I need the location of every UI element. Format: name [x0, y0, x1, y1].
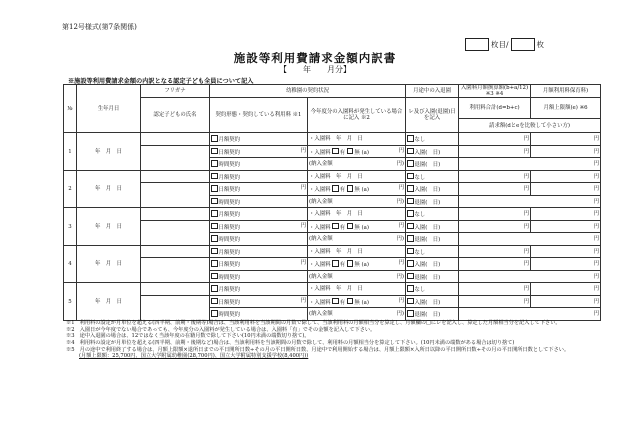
contract-hourly	[210, 308, 308, 321]
exists-label: 有	[339, 187, 346, 194]
daily-checkbox[interactable]	[211, 298, 218, 305]
col-fee-total: 利用料合計(d=b+c)	[459, 98, 531, 119]
yen-unit: 円	[523, 186, 530, 193]
billing-cell[interactable]	[459, 195, 601, 208]
col-child-name: 認定子どもの氏名	[141, 98, 210, 133]
child-name-cell[interactable]	[141, 220, 210, 245]
col-mid-entry: 月途中の入退園	[406, 85, 459, 98]
enroll-fee-date[interactable]	[308, 283, 406, 296]
none-label: なし	[414, 212, 426, 219]
hourly-checkbox[interactable]	[211, 235, 218, 242]
yen-unit: 円	[593, 286, 600, 293]
monthly-checkbox[interactable]	[211, 173, 218, 180]
none-checkbox[interactable]	[407, 173, 414, 180]
paid-label: (納入金額	[309, 198, 333, 205]
none-label: なし	[414, 287, 426, 294]
enroll-fee-date-label: ・入園料 年 月 日	[309, 248, 363, 255]
col-kindergarten-status: 幼稚園の契約状況	[210, 85, 406, 98]
fee-total-cell[interactable]	[459, 145, 531, 158]
hourly-label: 時間契約	[218, 237, 241, 244]
enroll-fee-paid[interactable]	[308, 233, 406, 246]
birthdate-cell[interactable]: 年 月 日	[77, 170, 141, 208]
billing-cell[interactable]	[459, 158, 601, 171]
col-birthdate: 生年月日	[77, 85, 141, 133]
yen-unit: 円	[398, 260, 405, 267]
enroll-fee-date-label: ・入園料 年 月 日	[309, 173, 363, 180]
paren-a-label: (a)	[361, 299, 369, 306]
none-fee-label: 無	[354, 149, 360, 156]
mid-entry-exit	[406, 158, 459, 171]
paid-close: 円)	[396, 161, 405, 168]
none-fee-checkbox[interactable]	[347, 260, 354, 267]
billing-table	[63, 84, 601, 321]
exists-label: 有	[339, 299, 346, 306]
furigana-cell[interactable]	[141, 245, 210, 258]
mid-entry-exit	[406, 270, 459, 283]
yen-unit: 円	[523, 173, 530, 180]
yen-unit: 円	[593, 298, 600, 305]
mid-entry-enter	[406, 258, 459, 271]
mid-entry-enter	[406, 183, 459, 196]
paren-a-label: (a)	[361, 187, 369, 194]
yen-unit: 円	[398, 185, 405, 192]
mid-entry-exit	[406, 233, 459, 246]
enter-label: 入園( 日)	[414, 187, 441, 194]
yen-unit: 円	[523, 261, 530, 268]
yen-unit: 円	[593, 148, 600, 155]
table-row	[64, 283, 601, 296]
enter-checkbox[interactable]	[407, 185, 414, 192]
yen-unit: 円	[398, 222, 405, 229]
cap-limit-cell[interactable]	[531, 258, 601, 271]
exit-checkbox[interactable]	[407, 310, 414, 317]
mid-entry-enter	[406, 295, 459, 308]
exists-checkbox[interactable]	[332, 185, 339, 192]
enroll-fee-paid[interactable]	[308, 195, 406, 208]
monthly-label: 月額契約	[218, 249, 241, 256]
yen-unit: 円	[593, 261, 600, 268]
yen-unit: 円	[300, 222, 306, 229]
exit-checkbox[interactable]	[407, 235, 414, 242]
paren-a-label: (a)	[361, 262, 369, 269]
exists-label: 有	[339, 149, 346, 156]
none-fee-checkbox[interactable]	[347, 298, 354, 305]
none-label: なし	[414, 174, 426, 181]
mid-entry-exit	[406, 195, 459, 208]
exit-checkbox[interactable]	[407, 198, 414, 205]
yen-unit: 円	[523, 211, 530, 218]
fee-monthly-cell[interactable]	[459, 245, 531, 258]
furigana-cell[interactable]	[141, 170, 210, 183]
yen-unit: 円	[523, 136, 530, 143]
row-number: 3	[64, 208, 77, 246]
mid-entry-none	[406, 245, 459, 258]
sheet-suffix: 枚	[536, 40, 544, 49]
yen-unit: 円	[593, 248, 600, 255]
paid-label: (納入金額	[309, 161, 333, 168]
daily-checkbox[interactable]	[211, 148, 218, 155]
yen-unit: 円	[300, 297, 306, 304]
yen-unit: 円	[593, 273, 600, 280]
footnotes	[66, 320, 601, 360]
furigana-cell[interactable]	[141, 208, 210, 221]
enroll-exists-label: ・入園料	[309, 149, 331, 156]
mid-entry-none	[406, 283, 459, 296]
col-no: №	[64, 85, 77, 133]
yen-unit: 円	[523, 148, 530, 155]
child-name-cell[interactable]	[141, 258, 210, 283]
table-subtitle: ※施設等利用費請求金額の内訳となる認定子ども全員について記入	[68, 78, 254, 85]
table-row	[64, 295, 601, 308]
contract-daily	[210, 145, 308, 158]
child-name-cell[interactable]	[141, 145, 210, 170]
paid-label: (納入金額	[309, 311, 333, 318]
yen-unit: 円	[593, 236, 600, 243]
paren-a-label: (a)	[361, 224, 369, 231]
contract-monthly	[210, 283, 308, 296]
enroll-fee-date[interactable]	[308, 170, 406, 183]
daily-checkbox[interactable]	[211, 260, 218, 267]
yen-unit: 円	[523, 298, 530, 305]
yen-unit: 円	[523, 223, 530, 230]
paid-label: (納入金額	[309, 273, 333, 280]
table-row	[64, 170, 601, 183]
exists-checkbox[interactable]	[332, 260, 339, 267]
yen-unit: 円	[300, 147, 306, 154]
enroll-fee-paid[interactable]	[308, 158, 406, 171]
enroll-fee-exists	[308, 295, 406, 308]
table-row	[64, 258, 601, 271]
cap-limit-cell[interactable]	[531, 220, 601, 233]
daily-checkbox[interactable]	[211, 223, 218, 230]
hourly-checkbox[interactable]	[211, 310, 218, 317]
yen-unit: 円	[398, 147, 405, 154]
paid-label: (納入金額	[309, 236, 333, 243]
row-number: 1	[64, 133, 77, 171]
footnote: ※3 途中入退園の場合は、12ではなく当該年度の在籍月数で除して下さい(10円未満の端数切り捨て)。	[66, 333, 310, 340]
none-label: なし	[414, 137, 426, 144]
yen-unit: 円	[593, 173, 600, 180]
furigana-cell[interactable]	[141, 283, 210, 296]
table-row	[64, 183, 601, 196]
exists-label: 有	[339, 224, 346, 231]
exists-checkbox[interactable]	[332, 148, 339, 155]
birthdate-cell[interactable]: 年 月 日	[77, 133, 141, 171]
billing-cell[interactable]	[459, 308, 601, 321]
fee-monthly-cell[interactable]	[459, 170, 531, 183]
enroll-fee-exists	[308, 220, 406, 233]
enter-checkbox[interactable]	[407, 223, 414, 230]
contract-hourly	[210, 270, 308, 283]
monthly-label: 月額契約	[218, 212, 241, 219]
exists-label: 有	[339, 262, 346, 269]
birthdate-cell[interactable]: 年 月 日	[77, 283, 141, 321]
child-name-cell[interactable]	[141, 183, 210, 208]
exit-checkbox[interactable]	[407, 160, 414, 167]
yen-unit: 円	[300, 185, 306, 192]
contract-monthly	[210, 133, 308, 146]
daily-label: 日額契約	[218, 149, 241, 156]
enroll-exists-label: ・入園料	[309, 299, 331, 306]
monthly-checkbox[interactable]	[211, 210, 218, 217]
col-billing: 請求額(dとeを比較して小さい方)	[459, 119, 601, 133]
paid-close: 円)	[396, 311, 405, 318]
fee-total-cell[interactable]	[459, 295, 531, 308]
cap-limit-cell[interactable]	[531, 295, 601, 308]
enroll-fee-exists	[308, 183, 406, 196]
yen-unit: 円	[523, 248, 530, 255]
table-row	[64, 133, 601, 146]
exit-label: 退園( 日)	[414, 312, 441, 319]
billing-cell[interactable]	[459, 233, 601, 246]
form-id: 第12号様式(第7条関係)	[62, 23, 137, 31]
row-number: 5	[64, 283, 77, 321]
page-title: 施設等利用費請求金額内訳書	[233, 51, 397, 65]
enroll-fee-paid[interactable]	[308, 270, 406, 283]
cap-fee-cell[interactable]	[531, 170, 601, 183]
enter-checkbox[interactable]	[407, 298, 414, 305]
exit-label: 退園( 日)	[414, 199, 441, 206]
enroll-fee-date-label: ・入園料 年 月 日	[309, 211, 363, 218]
cap-limit-cell[interactable]	[531, 183, 601, 196]
fee-monthly-cell[interactable]	[459, 208, 531, 221]
col-fee-monthly: 入園料月額換算額(b+a/12) ※3 ※4	[459, 85, 531, 98]
monthly-checkbox[interactable]	[211, 248, 218, 255]
none-checkbox[interactable]	[407, 210, 414, 217]
col-furigana: フリガナ	[141, 85, 210, 98]
yen-unit: 円	[593, 136, 600, 143]
yen-unit: 円	[523, 286, 530, 293]
contract-hourly	[210, 158, 308, 171]
monthly-label: 月額契約	[218, 137, 241, 144]
enter-checkbox[interactable]	[407, 148, 414, 155]
table-row	[64, 220, 601, 233]
table-body	[64, 133, 601, 321]
birthdate-cell[interactable]: 年 月 日	[77, 245, 141, 283]
daily-label: 日額契約	[218, 224, 241, 231]
exit-label: 退園( 日)	[414, 162, 441, 169]
enter-label: 入園( 日)	[414, 224, 441, 231]
cap-fee-cell[interactable]	[531, 208, 601, 221]
sheet-label: 枚目/	[490, 40, 509, 49]
cap-fee-cell[interactable]	[531, 283, 601, 296]
contract-monthly	[210, 245, 308, 258]
col-enroll-fee: 今年度分の入園料が発生している場合に記入 ※2	[308, 98, 406, 133]
yen-unit: 円	[593, 198, 600, 205]
none-label: なし	[414, 249, 426, 256]
col-mid-entry-sub: レ及び入園(退園)日を記入	[406, 98, 459, 133]
furigana-cell[interactable]	[141, 133, 210, 146]
col-cap-limit: 月額上限額(e) ※6	[531, 98, 601, 119]
monthly-label: 月額契約	[218, 287, 241, 294]
enroll-fee-date[interactable]	[308, 245, 406, 258]
cap-limit-cell[interactable]	[531, 145, 601, 158]
exit-label: 退園( 日)	[414, 274, 441, 281]
footnote: (月額上限額：25,700円、国立大学附属幼稚園(28,700円)、国立大学附属特別支援学校(8,400円))	[79, 353, 309, 360]
hourly-label: 時間契約	[218, 199, 241, 206]
paid-close: 円)	[396, 198, 405, 205]
enroll-fee-date[interactable]	[308, 208, 406, 221]
footnote: ※2 入園日が今年度でない場合であっても、今年度分の入園料が発生している場合は、入園料「有」でその金額を記入して下さい。	[66, 326, 376, 333]
enter-label: 入園( 日)	[414, 299, 441, 306]
daily-label: 日額契約	[218, 262, 241, 269]
monthly-checkbox[interactable]	[211, 285, 218, 292]
none-fee-label: 無	[354, 299, 360, 306]
none-checkbox[interactable]	[407, 285, 414, 292]
none-fee-label: 無	[354, 224, 360, 231]
mid-entry-enter	[406, 145, 459, 158]
enroll-fee-date-label: ・入園料 年 月 日	[309, 286, 363, 293]
mid-entry-none	[406, 133, 459, 146]
enroll-fee-date[interactable]	[308, 133, 406, 146]
hourly-label: 時間契約	[218, 162, 241, 169]
mid-entry-none	[406, 170, 459, 183]
fee-total-cell[interactable]	[459, 220, 531, 233]
footnote: ※4 利用料の設定が月単位を超える(四半期、前期・後期など)場合は、当該利用料を当該期間の月数で除して、利用料の月額相当分を算定して下さい。(10円未満の端数がある場合は切り捨て)	[66, 339, 515, 346]
enroll-fee-date-label: ・入園料 年 月 日	[309, 136, 363, 143]
cap-fee-cell[interactable]	[531, 133, 601, 146]
none-fee-checkbox[interactable]	[347, 185, 354, 192]
footnote: ※1 利用料の設定が月単位を超える(四半期、前期・後期等)場合は、当該利用料を当該期間の月数で除して、当該利用料の月額相当分を算定し、月額欄の□にレを記入し、算定した月額相当分を記入して下さい。	[66, 320, 561, 326]
none-checkbox[interactable]	[407, 248, 414, 255]
mid-entry-none	[406, 208, 459, 221]
row-number: 2	[64, 170, 77, 208]
contract-daily	[210, 183, 308, 196]
table-row	[64, 245, 601, 258]
paid-close: 円)	[396, 273, 405, 280]
enroll-fee-paid[interactable]	[308, 308, 406, 321]
fee-monthly-cell[interactable]	[459, 133, 531, 146]
daily-label: 日額契約	[218, 299, 241, 306]
monthly-label: 月額契約	[218, 174, 241, 181]
birthdate-cell[interactable]: 年 月 日	[77, 208, 141, 246]
child-name-cell[interactable]	[141, 295, 210, 320]
daily-checkbox[interactable]	[211, 185, 218, 192]
enroll-exists-label: ・入園料	[309, 187, 331, 194]
enroll-exists-label: ・入園料	[309, 224, 331, 231]
none-fee-label: 無	[354, 262, 360, 269]
fee-total-cell[interactable]	[459, 258, 531, 271]
exists-checkbox[interactable]	[332, 298, 339, 305]
enroll-fee-exists	[308, 258, 406, 271]
contract-monthly	[210, 208, 308, 221]
contract-daily	[210, 220, 308, 233]
table-row	[64, 145, 601, 158]
hourly-checkbox[interactable]	[211, 198, 218, 205]
enter-checkbox[interactable]	[407, 260, 414, 267]
hourly-checkbox[interactable]	[211, 160, 218, 167]
yen-unit: 円	[593, 311, 600, 318]
hourly-checkbox[interactable]	[211, 273, 218, 280]
yen-unit: 円	[593, 211, 600, 218]
billing-period: 【 年 月分】	[279, 65, 351, 74]
none-checkbox[interactable]	[407, 135, 414, 142]
enroll-fee-exists	[308, 145, 406, 158]
row-number: 4	[64, 245, 77, 283]
monthly-checkbox[interactable]	[211, 135, 218, 142]
contract-hourly	[210, 195, 308, 208]
none-fee-checkbox[interactable]	[347, 148, 354, 155]
billing-cell[interactable]	[459, 270, 601, 283]
yen-unit: 円	[593, 186, 600, 193]
contract-monthly	[210, 170, 308, 183]
table-row	[64, 208, 601, 221]
yen-unit: 円	[398, 297, 405, 304]
mid-entry-enter	[406, 220, 459, 233]
none-fee-label: 無	[354, 187, 360, 194]
enroll-exists-label: ・入園料	[309, 262, 331, 269]
enter-label: 入園( 日)	[414, 262, 441, 269]
col-contract-form: 契約形態・契約している利用料 ※1	[210, 98, 308, 133]
paid-close: 円)	[396, 236, 405, 243]
yen-unit: 円	[300, 260, 306, 267]
exit-checkbox[interactable]	[407, 273, 414, 280]
none-fee-checkbox[interactable]	[347, 223, 354, 230]
hourly-label: 時間契約	[218, 274, 241, 281]
fee-monthly-cell[interactable]	[459, 283, 531, 296]
exists-checkbox[interactable]	[332, 223, 339, 230]
contract-daily	[210, 258, 308, 271]
footnote: ※5 月の途中で利用終了する場合は、月額上限額×退所日までの平日開所日数÷その月の平日開所日数、月途中で利用開始する場合は、月額上限額×入所日以降の平日開所日数÷その月の平日開所日数として下さい。	[66, 346, 570, 353]
daily-label: 日額契約	[218, 187, 241, 194]
exit-label: 退園( 日)	[414, 237, 441, 244]
paren-a-label: (a)	[361, 149, 369, 156]
contract-hourly	[210, 233, 308, 246]
yen-unit: 円	[593, 161, 600, 168]
cap-fee-cell[interactable]	[531, 245, 601, 258]
col-cap-fee: 月額利用料保育料)	[531, 85, 601, 98]
contract-daily	[210, 295, 308, 308]
hourly-label: 時間契約	[218, 312, 241, 319]
yen-unit: 円	[593, 223, 600, 230]
enter-label: 入園( 日)	[414, 149, 441, 156]
mid-entry-exit	[406, 308, 459, 321]
fee-total-cell[interactable]	[459, 183, 531, 196]
